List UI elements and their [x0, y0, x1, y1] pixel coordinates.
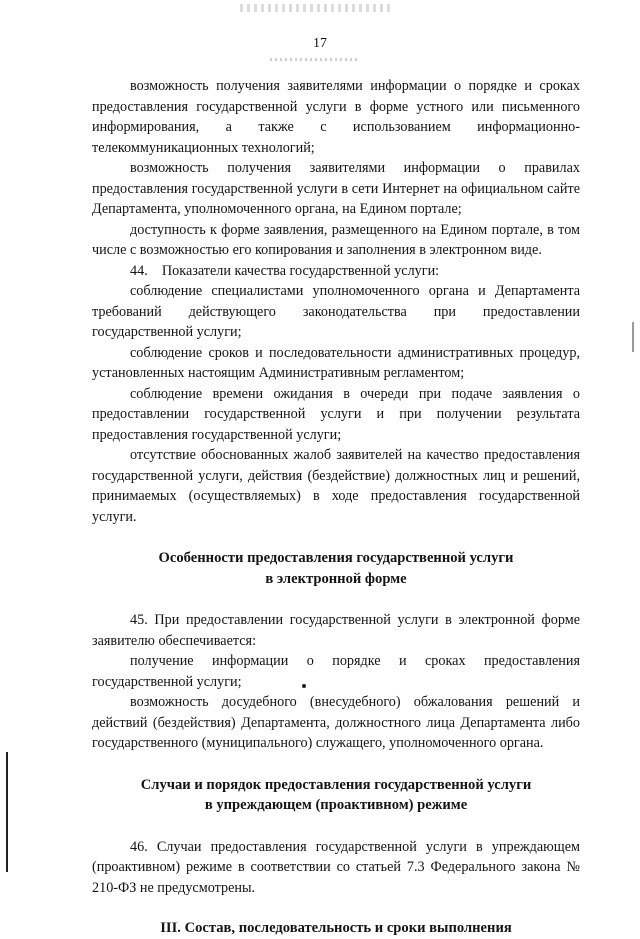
item-44-title: 44. Показатели качества государственной услуги: — [130, 262, 440, 279]
section-heading-line1: Особенности предоставления государственной услуги — [158, 550, 514, 566]
section-heading-line2: в электронной форме — [265, 570, 407, 587]
section-heading-line2: в упреждающем (проактивном) режиме — [204, 797, 468, 813]
section-heading — [92, 548, 580, 589]
paragraph: доступность к форме заявления, размещенного на Едином портале, в том числе с возможностью его копирования и заполнения в электронном виде. — [92, 221, 580, 258]
chapter-heading: III. Состав, последовательность и сроки выполнения — [160, 920, 512, 936]
item-44-point: соблюдение времени ожидания в очереди при подаче заявления о предоставлении государственной услуги и при получении результата предоставления государственной услуги; — [92, 385, 580, 443]
paragraph: возможность получения заявителями информации о порядке и сроках предоставления государственной услуги в форме устного или письменного информирования, а также с использованием информационно-телекоммуникационных технологий; — [92, 78, 580, 156]
scan-artifact — [270, 58, 360, 61]
section-heading-line1: Случаи и порядок предоставления государственной услуги — [140, 776, 532, 793]
page-number: 17 — [313, 36, 327, 51]
paragraph: возможность получения заявителями информации о правилах предоставления государственной услуги в сети Интернет на официальном сайте Департамента, уполномоченного органа, на Едином портале; — [92, 160, 580, 217]
scan-artifact — [240, 4, 390, 12]
item-45-point: возможность досудебного (внесудебного) обжалования решений и действий (бездействия) Департамента, должностного лица Департамента либо государственного (муниципального) служащего, уполномоченного органа. — [92, 694, 580, 751]
item-45-title: 45. При предоставлении государственной услуги в электронной форме заявителю обеспечивается: — [92, 612, 580, 649]
scan-artifact — [632, 322, 634, 352]
item-44-point: соблюдение сроков и последовательности административных процедур, установленных настоящим Административным регламентом; — [92, 344, 580, 381]
item-44-point: отсутствие обоснованных жалоб заявителей на качество предоставления государственной услуги, действия (бездействие) должностных лиц и решений, принимаемых (осуществляемых) в ходе предоставления государственной услуги. — [92, 447, 580, 525]
document-body — [92, 76, 580, 939]
section-heading — [92, 775, 580, 816]
item-46: 46. Случаи предоставления государственной услуги в упреждающем (проактивном) режиме в соответствии со статьей 7.3 Федерального закона № 210-ФЗ не предусмотрены. — [92, 838, 580, 896]
scan-artifact — [6, 752, 8, 872]
item-45-point: получение информации о порядке и сроках предоставления государственной услуги; — [92, 653, 580, 690]
item-44-point: соблюдение специалистами уполномоченного органа и Департамента требований действующего законодательства при предоставлении государственной услуги; — [92, 283, 580, 340]
